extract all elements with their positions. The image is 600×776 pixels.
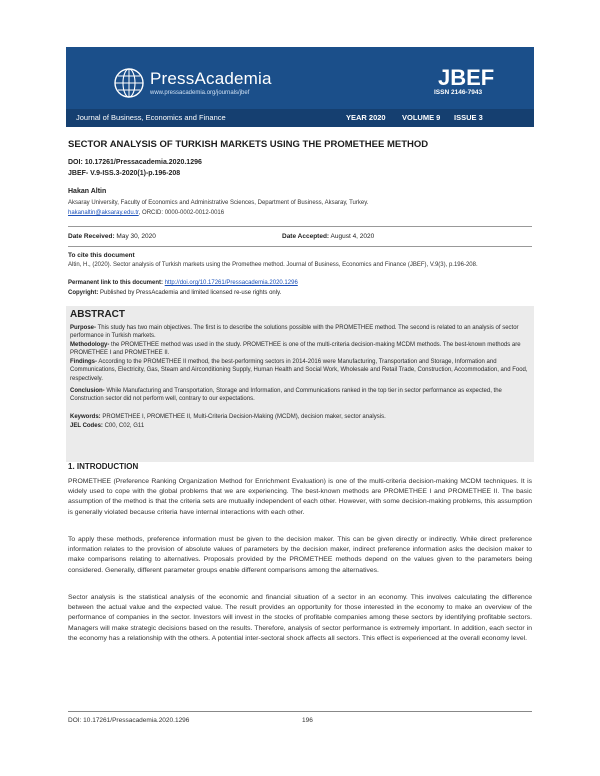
journal-issn: ISSN 2146-7943	[434, 89, 483, 96]
findings-text: According to the PROMETHEE II method, the best-performing sectors in 2014-2016 were Manufacturing, Transportation and Storage, Information and Communications, Electricity, Gas, Steam and Airconditioning Supply, Human Health and Social Work, Wholesale and Retail Trade, Construction, Accommodation, and Food, respectively.	[70, 359, 528, 382]
conclusion-label: Conclusion-	[70, 388, 105, 394]
footer-doi: DOI: 10.17261/Pressacademia.2020.1296	[68, 717, 190, 724]
footer-divider	[68, 711, 532, 712]
journal-year: YEAR 2020	[346, 113, 386, 122]
divider	[68, 246, 532, 247]
author-email-link[interactable]: hakanaltin@aksaray.edu.tr	[68, 210, 139, 216]
date-received	[68, 233, 156, 240]
date-accepted-label: Date Accepted:	[282, 233, 330, 240]
publisher-url: www.pressacademia.org/journals/jbef	[150, 90, 250, 96]
date-accepted-value: August 4, 2020	[329, 233, 375, 240]
abstract-conclusion	[70, 387, 528, 404]
abstract-methodology	[70, 341, 528, 358]
publisher-logo-name: PressAcademia	[150, 69, 272, 88]
jel-text: C00, C02, G11	[102, 423, 145, 429]
journal-volume: VOLUME 9	[402, 113, 441, 122]
abstract-findings	[70, 358, 528, 383]
permanent-link-label: Permanent link to this document:	[68, 280, 164, 286]
divider	[68, 226, 532, 227]
author-contact	[68, 210, 224, 216]
methodology-text: the PROMETHEE method was used in the study. PROMETHEE is one of the multi-criteria decision-making MCDM methods. The best-known methods are PROMETHEE I and PROMETHEE II.	[70, 342, 521, 357]
abstract-purpose	[70, 324, 528, 341]
purpose-label: Purpose-	[70, 325, 97, 331]
journal-issue: ISSUE 3	[454, 113, 483, 122]
permanent-link[interactable]: http://doi.org/10.17261/Pressacademia.2020.1296	[164, 280, 298, 286]
journal-name: Journal of Business, Economics and Finance	[76, 113, 226, 122]
article-jbef-id: JBEF- V.9-ISS.3-2020(1)-p.196-208	[68, 170, 181, 177]
keywords-text: PROMETHEE I, PROMETHEE II, Multi-Criteria Decision-Making (MCDM), decision maker, sector analysis.	[100, 414, 386, 420]
author-orcid: , ORCID: 0000-0002-0012-0016	[138, 210, 225, 216]
author-affiliation: Aksaray University, Faculty of Economics and Administrative Sciences, Department of Business, Aksaray, Turkey.	[68, 200, 369, 206]
intro-paragraph-3: Sector analysis is the statistical analysis of the economic and financial situation of a sector in an economy. This involves calculating the difference between the actual value and the expected value. The result provides an opportunity for those interested in the economy to make an overview of the performance of companies in the sector. Investors will invest in the stocks of profitable companies among these sectors by identifying profitable sectors. Managers will make strategic decisions based on the results. Therefore, analysis of sector performance is extremely important. In addition, each sector in the economy has a relationship with the others. A potential inter-sectoral shock affects all sectors. This effect is experienced at the overall economy level.	[68, 594, 532, 642]
abstract-box	[66, 306, 534, 462]
intro-paragraph-1: PROMETHEE (Preference Ranking Organization Method for Enrichment Evaluation) is one of the multi-criteria decision-making MCDM techniques. It is widely used to cope with the global problems that we are experiencing. The best-known methods are PROMETHEE I and PROMETHEE II. The basic assumption of the method is that the criteria sets are mutually independent of each other. However, with some decision-making problems, this assumption is generally violated because criteria have internal interactions with each other.	[68, 478, 532, 516]
intro-paragraph-2: To apply these methods, preference information must be given to the decision maker. This can be given directly or indirectly. While direct preference information relates to the provision of absolute values of parameters by the decision maker, indirect preference information asks the decision maker to make comparisons relating to alternatives. Proposals provided by the PROMETHEE methods depend on the values given to the parameters being considered. Generally, different parameter groups enable different comparisons among the alternatives.	[68, 536, 532, 574]
article-doi: DOI: 10.17261/Pressacademia.2020.1296	[68, 159, 202, 166]
author-name: Hakan Altin	[68, 188, 107, 195]
conclusion-text: While Manufacturing and Transportation, Storage and Information, and Communications ranked in the top tier in sector performance as expected, the Construction sector did not perform well, contrary to our expectations.	[70, 388, 502, 403]
cite-heading: To cite this document	[68, 252, 135, 259]
jel-label: JEL Codes:	[70, 423, 103, 429]
date-received-label: Date Received:	[68, 233, 115, 240]
permanent-link-line	[68, 280, 298, 286]
findings-label: Findings-	[70, 359, 97, 365]
date-accepted	[282, 233, 374, 240]
abstract-keywords	[70, 413, 528, 421]
date-received-value: May 30, 2020	[114, 233, 156, 240]
abstract-heading: ABSTRACT	[70, 309, 125, 320]
article-title: SECTOR ANALYSIS OF TURKISH MARKETS USING THE PROMETHEE METHOD	[68, 139, 429, 150]
methodology-label: Methodology-	[70, 342, 110, 348]
cite-text: Altin, H., (2020). Sector analysis of Turkish markets using the Promethee method. Journal of Business, Economics and Finance (JBEF), V.9(3), p.196-208.	[68, 262, 478, 268]
keywords-label: Keywords:	[70, 414, 101, 420]
copyright-line	[68, 290, 281, 296]
purpose-text: This study has two main objectives. The first is to describe the solutions possible with the PROMETHEE method. The second is related to an analysis of sector performance in Turkish markets.	[70, 325, 519, 340]
abstract-jel	[70, 422, 528, 430]
copyright-label: Copyright:	[68, 290, 99, 296]
globe-logo-icon	[113, 67, 145, 99]
page-number: 196	[302, 717, 313, 724]
copyright-text: Published by PressAcademia and limited licensed re-use rights only.	[98, 290, 282, 296]
section-heading-introduction: 1. INTRODUCTION	[68, 462, 139, 471]
journal-abbreviation: JBEF	[438, 65, 495, 90]
journal-banner	[66, 47, 534, 127]
